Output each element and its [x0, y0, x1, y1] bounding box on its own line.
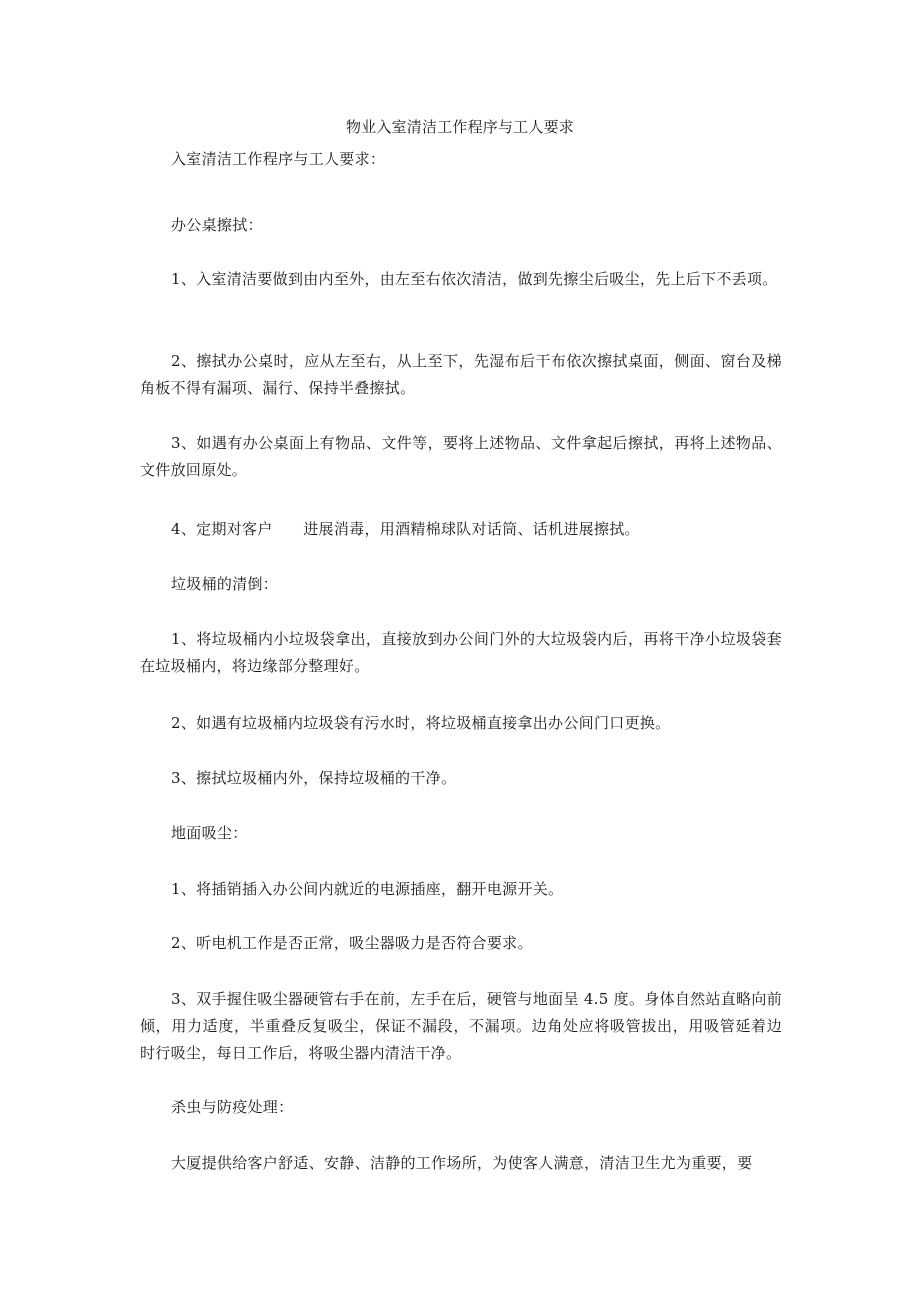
desk-wiping-item-3: 3、如遇有办公桌面上有物品、文件等，要将上述物品、文件拿起后擦拭，再将上述物品、文件放回原处。 — [140, 434, 782, 479]
pest-control-item-1: 大厦提供给客户舒适、安静、洁静的工作场所，为使客人满意，清洁卫生尤为重要，要 — [171, 1154, 753, 1172]
intro-paragraph: 入室清洁工作程序与工人要求： — [171, 150, 386, 168]
section-heading-pest-control: 杀虫与防疫处理： — [171, 1098, 294, 1116]
section-heading-floor-vacuuming: 地面吸尘： — [171, 824, 248, 842]
desk-wiping-item-4: 4、定期对客户 进展消毒，用酒精棉球队对话筒、话机进展擦拭。 — [171, 520, 640, 538]
desk-wiping-item-1: 1、入室清洁要做到由内至外，由左至右依次清洁，做到先擦尘后吸尘，先上后下不丢项。 — [171, 270, 778, 288]
floor-vacuuming-item-1: 1、将插销插入办公间内就近的电源插座，翻开电源开关。 — [171, 880, 564, 898]
floor-vacuuming-item-3: 3、双手握住吸尘器硬管右手在前，左手在后，硬管与地面呈 4.5 度。身体自然站直略向前倾，用力适度，半重叠反复吸尘，保证不漏段，不漏项。边角处应将吸管拔出，用吸管延着边时行吸尘，每日工作后，将吸尘器内清洁干净。 — [140, 990, 782, 1062]
trash-emptying-item-3: 3、擦拭垃圾桶内外，保持垃圾桶的干净。 — [171, 769, 457, 787]
trash-emptying-item-1: 1、将垃圾桶内小垃圾袋拿出，直接放到办公间门外的大垃圾袋内后，再将干净小垃圾袋套在垃圾桶内，将边缘部分整理好。 — [140, 630, 782, 675]
desk-wiping-item-2: 2、擦拭办公桌时，应从左至右，从上至下，先湿布后干布依次擦拭桌面，侧面、窗台及梯角板不得有漏项、漏行、保持半叠擦拭。 — [140, 352, 782, 397]
document-title: 物业入室清洁工作程序与工人要求 — [345, 118, 574, 136]
trash-emptying-item-2: 2、如遇有垃圾桶内垃圾袋有污水时，将垃圾桶直接拿出办公间门口更换。 — [171, 714, 671, 732]
floor-vacuuming-item-2: 2、听电机工作是否正常，吸尘器吸力是否符合要求。 — [171, 934, 533, 952]
section-heading-desk-wiping: 办公桌擦拭： — [171, 216, 263, 234]
section-heading-trash-emptying: 垃圾桶的清倒： — [171, 575, 279, 593]
